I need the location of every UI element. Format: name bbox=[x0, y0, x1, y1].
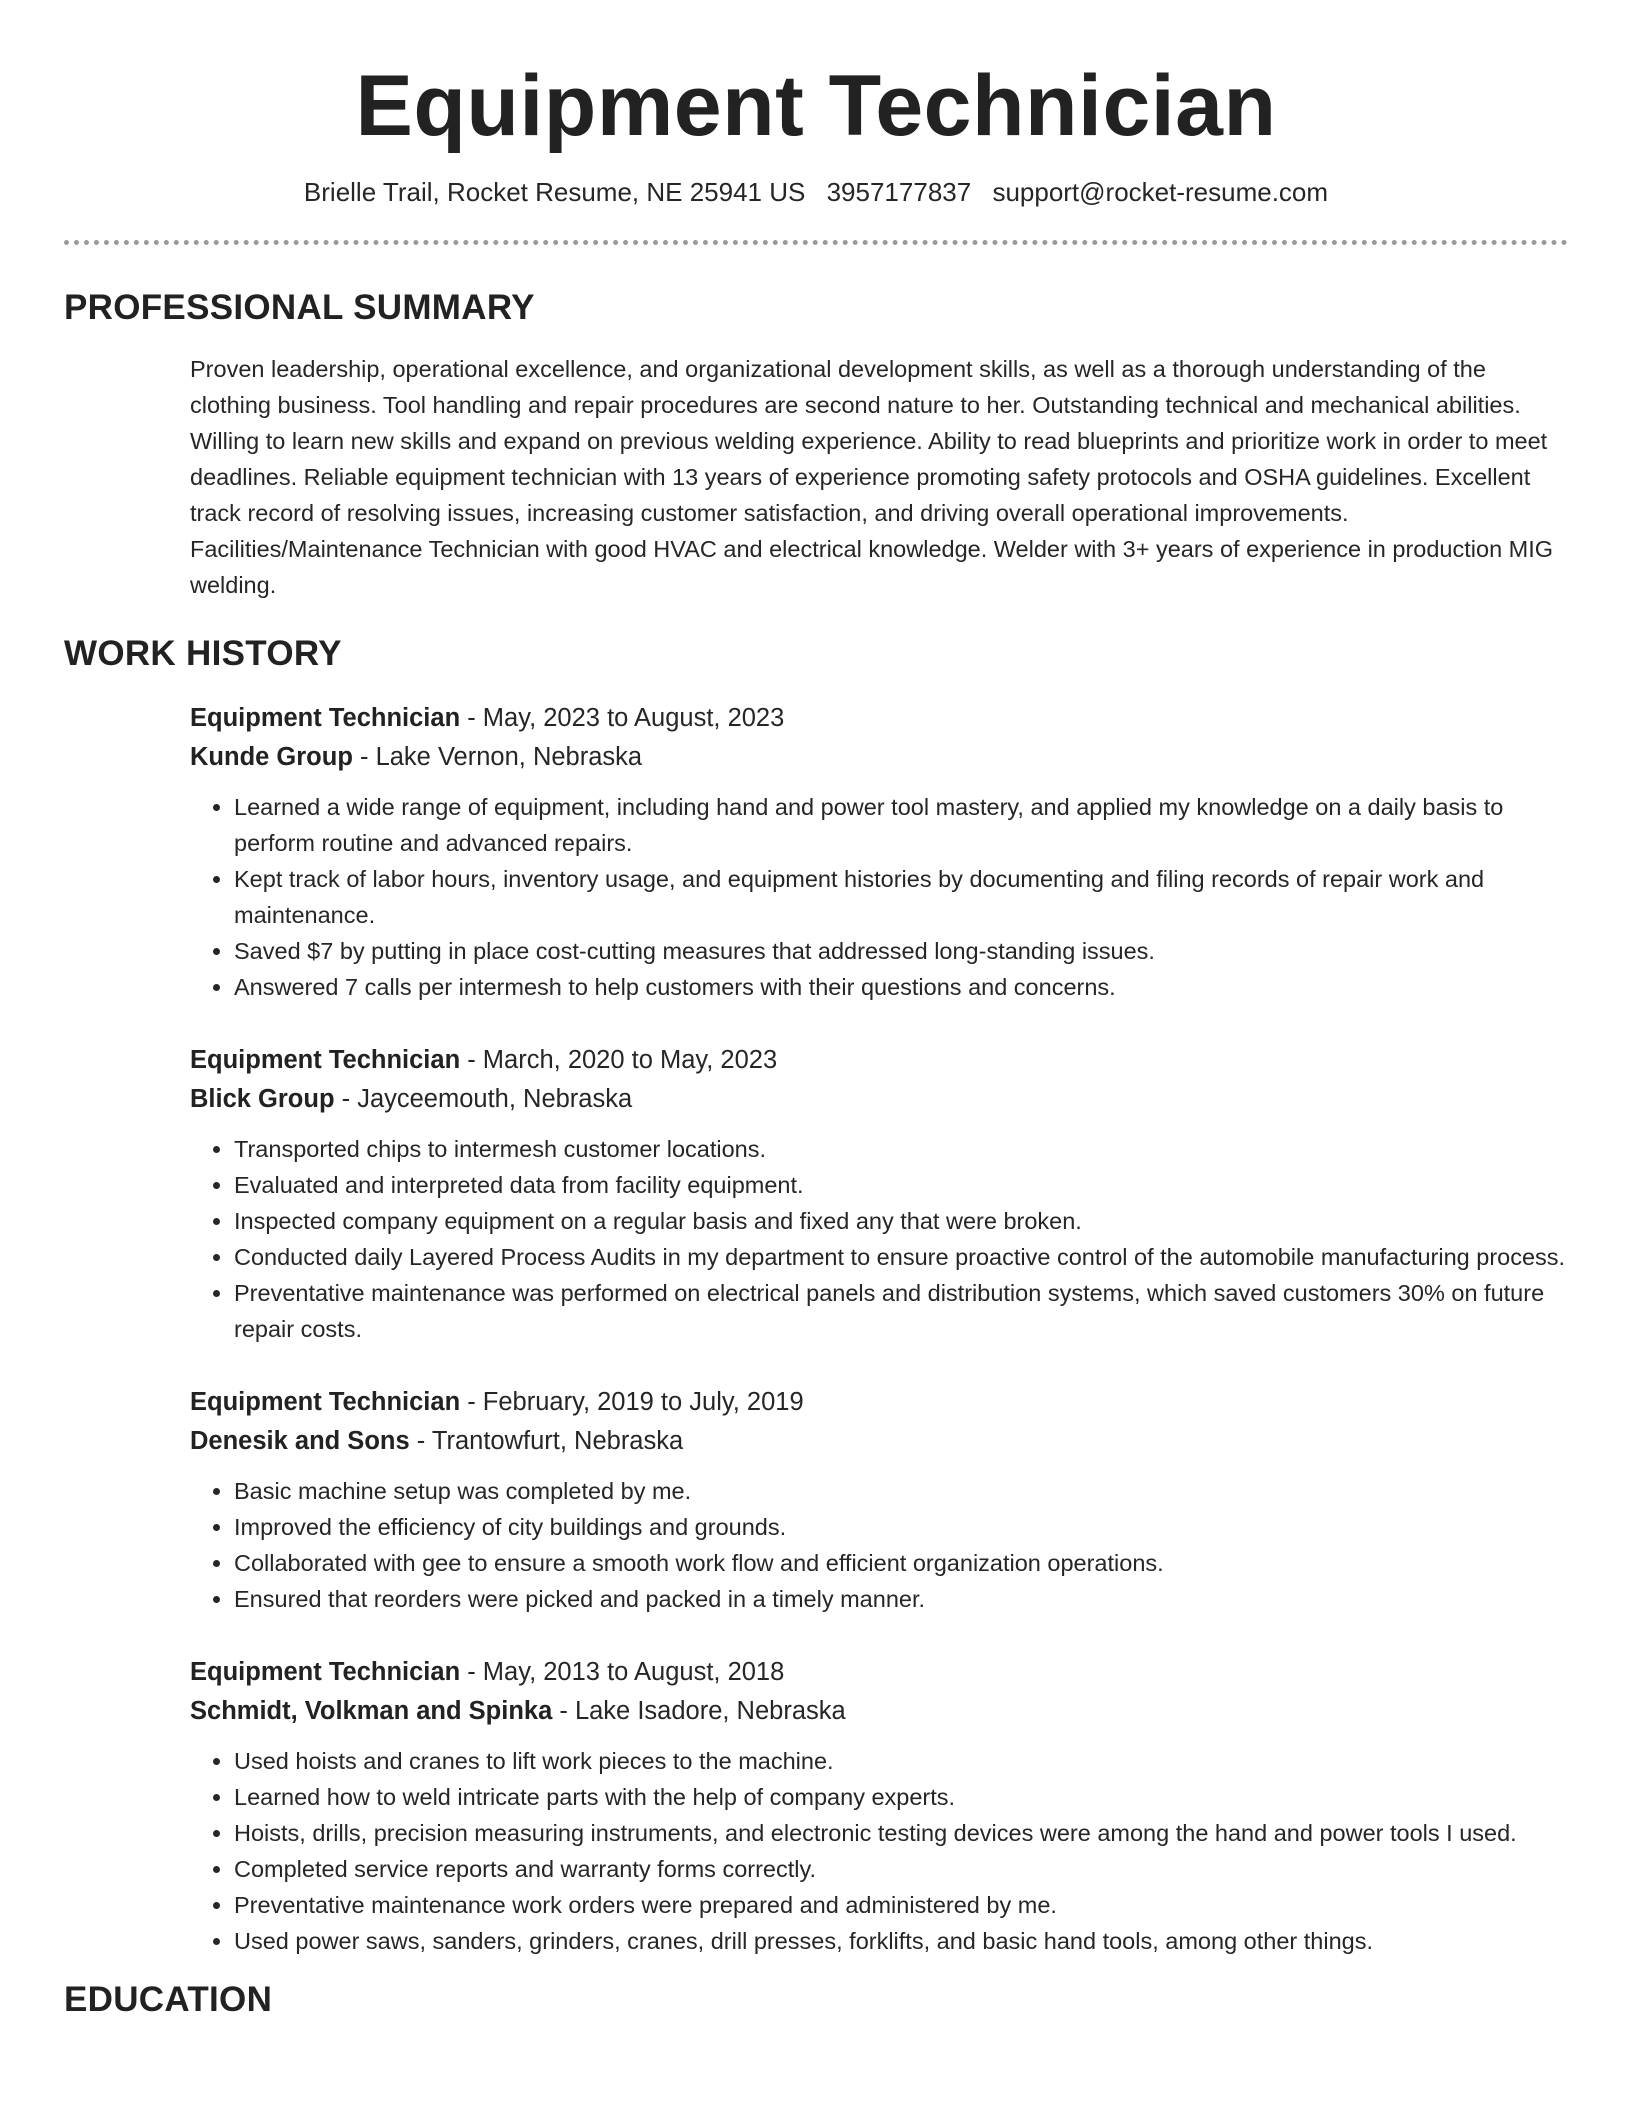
bullet-item: • Learned how to weld intricate parts with the help of company experts. bbox=[234, 1779, 1568, 1815]
job-role: Equipment Technician bbox=[190, 1046, 461, 1074]
job-bullets bbox=[190, 1473, 1568, 1617]
bullet-item: • Improved the efficiency of city buildings and grounds. bbox=[234, 1509, 1568, 1545]
bullet-item: • Conducted daily Layered Process Audits in my department to ensure proactive control of the automobile manufacturing process. bbox=[234, 1239, 1568, 1275]
job-title-line bbox=[190, 1041, 1568, 1080]
bullet-item: • Preventative maintenance was performed on electrical panels and distribution systems, which saved customers 30% on future repair costs. bbox=[234, 1275, 1568, 1347]
job-title-line bbox=[190, 699, 1568, 738]
section-title-work-history: WORK HISTORY bbox=[64, 634, 342, 673]
bullet-item: • Preventative maintenance work orders were prepared and administered by me. bbox=[234, 1887, 1568, 1923]
resume-page bbox=[64, 0, 1568, 2021]
resume-name: Equipment Technician bbox=[355, 58, 1277, 154]
job-company: Denesik and Sons bbox=[190, 1427, 410, 1455]
job-dates: - February, 2019 to July, 2019 bbox=[460, 1388, 804, 1416]
section-title-summary: PROFESSIONAL SUMMARY bbox=[64, 288, 535, 327]
bullet-item: • Basic machine setup was completed by me. bbox=[234, 1473, 1568, 1509]
bullet-item: • Used power saws, sanders, grinders, cranes, drill presses, forklifts, and basic hand tools, among other things. bbox=[234, 1923, 1568, 1959]
contact-address: Brielle Trail, Rocket Resume, NE 25941 US bbox=[303, 177, 806, 207]
job-company-line bbox=[190, 1692, 1568, 1731]
bullet-item: • Collaborated with gee to ensure a smooth work flow and efficient organization operations. bbox=[234, 1545, 1568, 1581]
contact-phone: 3957177837 bbox=[826, 177, 972, 207]
bullet-item: • Learned a wide range of equipment, including hand and power tool mastery, and applied my knowledge on a daily basis to perform routine and advanced repairs. bbox=[234, 789, 1568, 861]
bullet-item: • Saved $7 by putting in place cost-cutting measures that addressed long-standing issues. bbox=[234, 933, 1568, 969]
job-company: Schmidt, Volkman and Spinka bbox=[190, 1697, 553, 1725]
job-location: - Jayceemouth, Nebraska bbox=[334, 1085, 633, 1113]
job-dates: - May, 2013 to August, 2018 bbox=[460, 1658, 785, 1686]
job-entry bbox=[190, 1041, 1568, 1347]
bullet-item: • Inspected company equipment on a regular basis and fixed any that were broken. bbox=[234, 1203, 1568, 1239]
header-divider bbox=[64, 240, 1568, 245]
job-location: - Trantowfurt, Nebraska bbox=[409, 1427, 684, 1455]
bullet-item: • Kept track of labor hours, inventory usage, and equipment histories by documenting and filing records of repair work and maintenance. bbox=[234, 861, 1568, 933]
bullet-item: • Evaluated and interpreted data from facility equipment. bbox=[234, 1167, 1568, 1203]
bullet-item: • Used hoists and cranes to lift work pieces to the machine. bbox=[234, 1743, 1568, 1779]
job-bullets bbox=[190, 1131, 1568, 1347]
job-title-line bbox=[190, 1653, 1568, 1692]
section-title-education: EDUCATION bbox=[64, 1980, 273, 2019]
bullet-item: • Hoists, drills, precision measuring instruments, and electronic testing devices were among the hand and power tools I used. bbox=[234, 1815, 1568, 1851]
bullet-item: • Transported chips to intermesh customer locations. bbox=[234, 1131, 1568, 1167]
job-dates: - March, 2020 to May, 2023 bbox=[460, 1046, 778, 1074]
job-company-line bbox=[190, 1080, 1568, 1119]
job-entry bbox=[190, 1653, 1568, 1959]
job-location: - Lake Vernon, Nebraska bbox=[352, 743, 643, 771]
job-role: Equipment Technician bbox=[190, 1658, 461, 1686]
bullet-item: • Answered 7 calls per intermesh to help customers with their questions and concerns. bbox=[234, 969, 1568, 1005]
job-company-line bbox=[190, 1422, 1568, 1461]
job-dates: - May, 2023 to August, 2023 bbox=[460, 704, 785, 732]
job-bullets bbox=[190, 789, 1568, 1005]
job-entry bbox=[190, 699, 1568, 1005]
job-title-line bbox=[190, 1383, 1568, 1422]
bullet-item: • Ensured that reorders were picked and packed in a timely manner. bbox=[234, 1581, 1568, 1617]
job-company: Blick Group bbox=[190, 1085, 335, 1113]
contact-email: support@rocket-resume.com bbox=[992, 177, 1329, 207]
job-location: - Lake Isadore, Nebraska bbox=[552, 1697, 846, 1725]
job-role: Equipment Technician bbox=[190, 704, 461, 732]
job-entry bbox=[190, 1383, 1568, 1617]
job-role: Equipment Technician bbox=[190, 1388, 461, 1416]
summary-text: Proven leadership, operational excellence, and organizational development skills, as well as a thorough understanding of the clothing business. Tool handling and repair procedures are second nature to her. Outstanding technical and mechanical abilities. Willing to learn new skills and expand on previous welding experience. Ability to read blueprints and prioritize work in order to meet deadlines. Reliable equipment technician with 13 years of experience promoting safety protocols and OSHA guidelines. Excellent track record of resolving issues, increasing customer satisfaction, and driving overall operational improvements. Facilities/Maintenance Technician with good HVAC and electrical knowledge. Welder with 3+ years of experience in production MIG welding. bbox=[190, 356, 1554, 598]
job-bullets bbox=[190, 1743, 1568, 1959]
contact-line bbox=[64, 176, 1568, 208]
job-company-line bbox=[190, 738, 1568, 777]
bullet-item: • Completed service reports and warranty forms correctly. bbox=[234, 1851, 1568, 1887]
job-company: Kunde Group bbox=[190, 743, 353, 771]
